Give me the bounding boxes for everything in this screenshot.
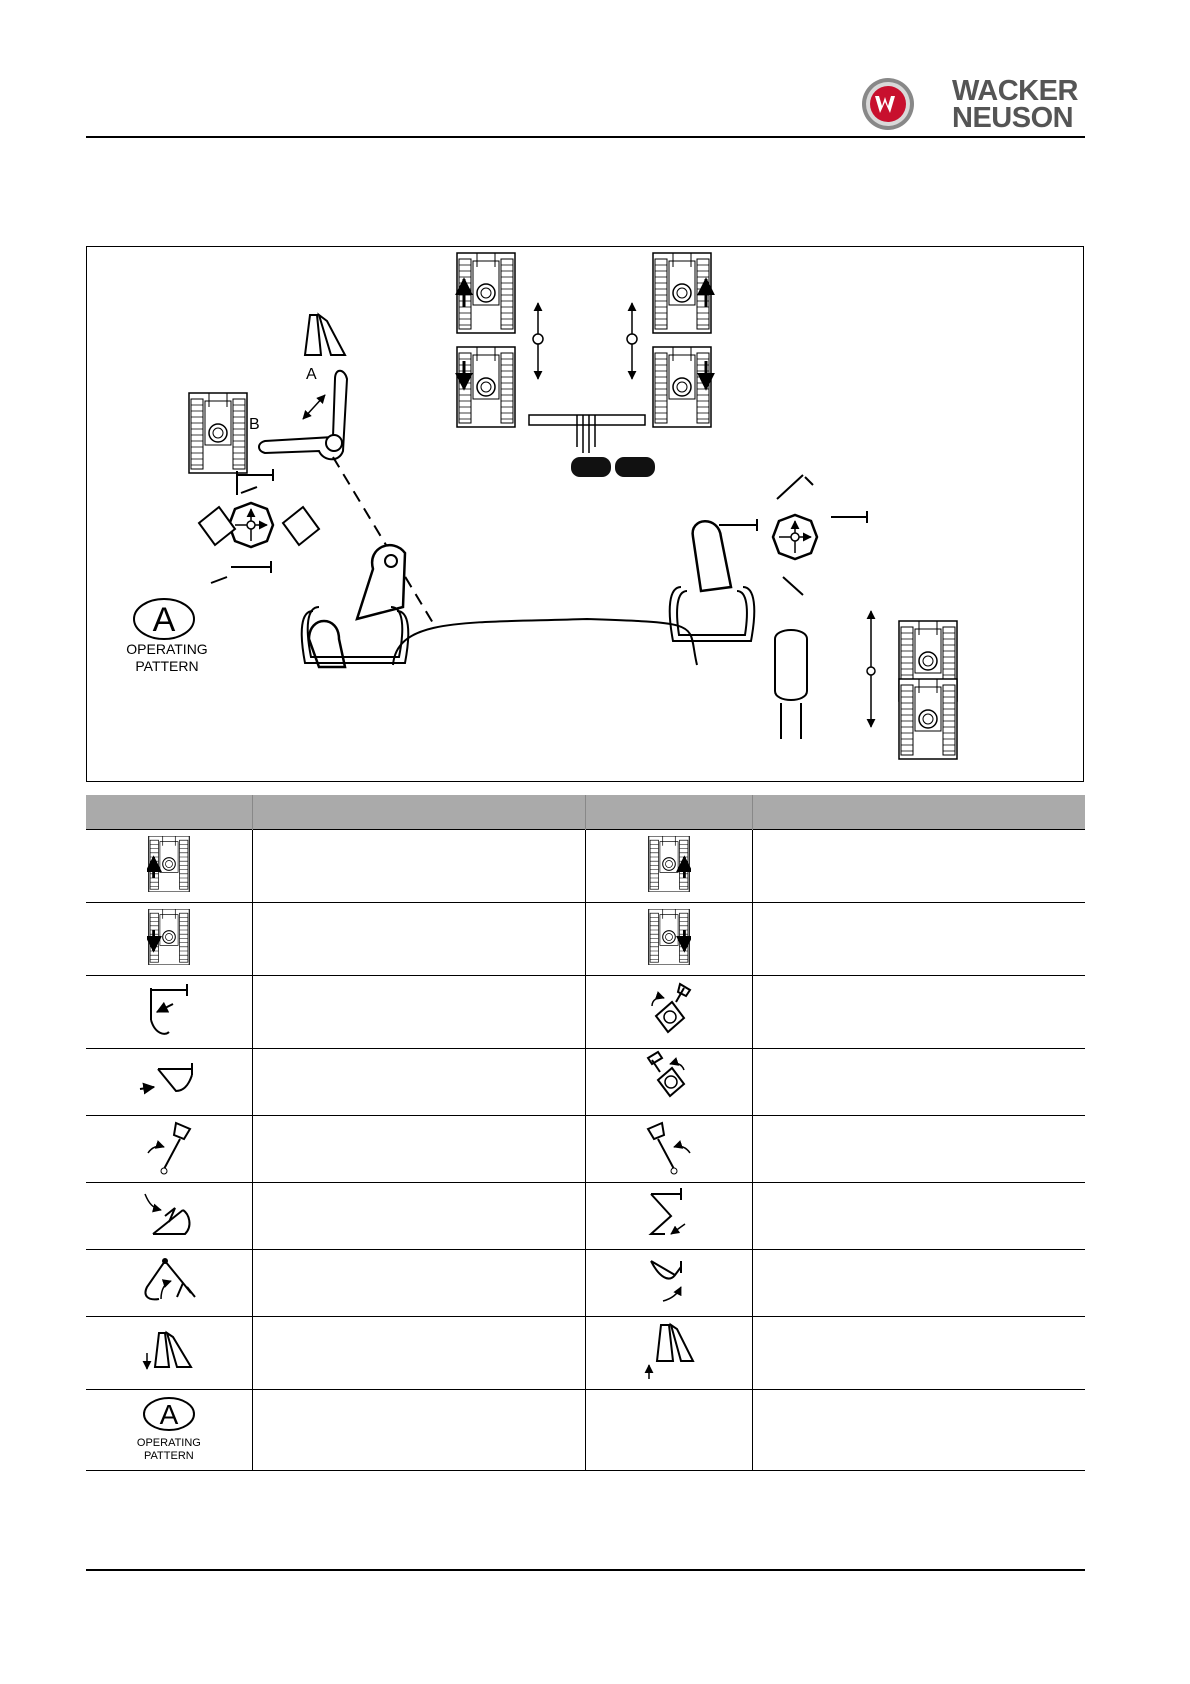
bucket-dump-icon <box>641 1253 697 1309</box>
slew-right-icon <box>644 980 694 1040</box>
control-diagram <box>87 247 1084 782</box>
right-track-reverse-icon <box>647 909 691 965</box>
table-pattern-letter: A <box>159 1399 179 1430</box>
figure-operating-pattern-label <box>119 641 215 675</box>
boom-lower-icon <box>139 1186 199 1242</box>
header-cell-desc-left <box>252 795 585 830</box>
boom-swing-left-icon <box>644 1117 694 1177</box>
header-cell-symbol-right <box>586 795 753 830</box>
brand-name <box>952 75 1078 134</box>
table-row <box>86 1250 1085 1317</box>
left-track-reverse-icon <box>147 909 191 965</box>
wacker-neuson-logo <box>860 76 1090 136</box>
header-rule <box>86 136 1085 138</box>
arm-in-icon <box>141 980 197 1040</box>
brand-line-1: WACKER <box>952 75 1078 107</box>
boom-swing-right-icon <box>144 1117 194 1177</box>
table-row <box>86 1183 1085 1250</box>
slew-left-icon <box>644 1050 694 1110</box>
table-header-row <box>86 795 1085 830</box>
left-track-forward-icon <box>147 836 191 892</box>
footer-rule <box>86 1569 1085 1571</box>
figure-op-line1: OPERATING <box>126 641 208 657</box>
table-row <box>86 830 1085 903</box>
track-left-reverse-icon <box>457 347 515 427</box>
pattern-badge-icon <box>141 1396 197 1432</box>
blade-raise-icon <box>641 1321 697 1381</box>
table-row <box>86 903 1085 976</box>
brand-line-2: NEUSON <box>952 102 1074 134</box>
table-row <box>86 1116 1085 1183</box>
table-pattern-line2: PATTERN <box>144 1450 194 1462</box>
track-right-forward-icon <box>653 253 711 333</box>
track-right-reverse-icon <box>653 347 711 427</box>
left-control-rosette-icon <box>199 469 319 583</box>
arm-out-icon <box>136 1055 202 1105</box>
table-row <box>86 1390 1085 1471</box>
table-row <box>86 1049 1085 1116</box>
track-left-forward-icon <box>457 253 515 333</box>
logo-mark-icon <box>860 76 916 132</box>
blade-lever-icon <box>189 315 347 473</box>
table-row <box>86 1317 1085 1390</box>
figure-op-line2: PATTERN <box>135 658 199 674</box>
boom-raise-icon <box>137 1253 201 1309</box>
right-control-rosette-icon <box>719 475 867 595</box>
blade-lower-icon <box>141 1323 197 1379</box>
label-a: A <box>306 366 317 383</box>
right-track-forward-icon <box>647 836 691 892</box>
figure-pattern-letter: A <box>152 601 176 639</box>
control-layout-figure <box>86 246 1084 782</box>
bucket-curl-icon <box>641 1186 697 1242</box>
label-b: B <box>249 416 260 433</box>
travel-pedals-icon <box>529 415 655 477</box>
operating-pattern-icon <box>137 1396 201 1463</box>
table-row <box>86 976 1085 1049</box>
control-legend-table <box>86 795 1085 1471</box>
header-cell-desc-right <box>752 795 1085 830</box>
header-cell-symbol-left <box>86 795 252 830</box>
table-pattern-line1: OPERATING <box>136 1437 201 1449</box>
